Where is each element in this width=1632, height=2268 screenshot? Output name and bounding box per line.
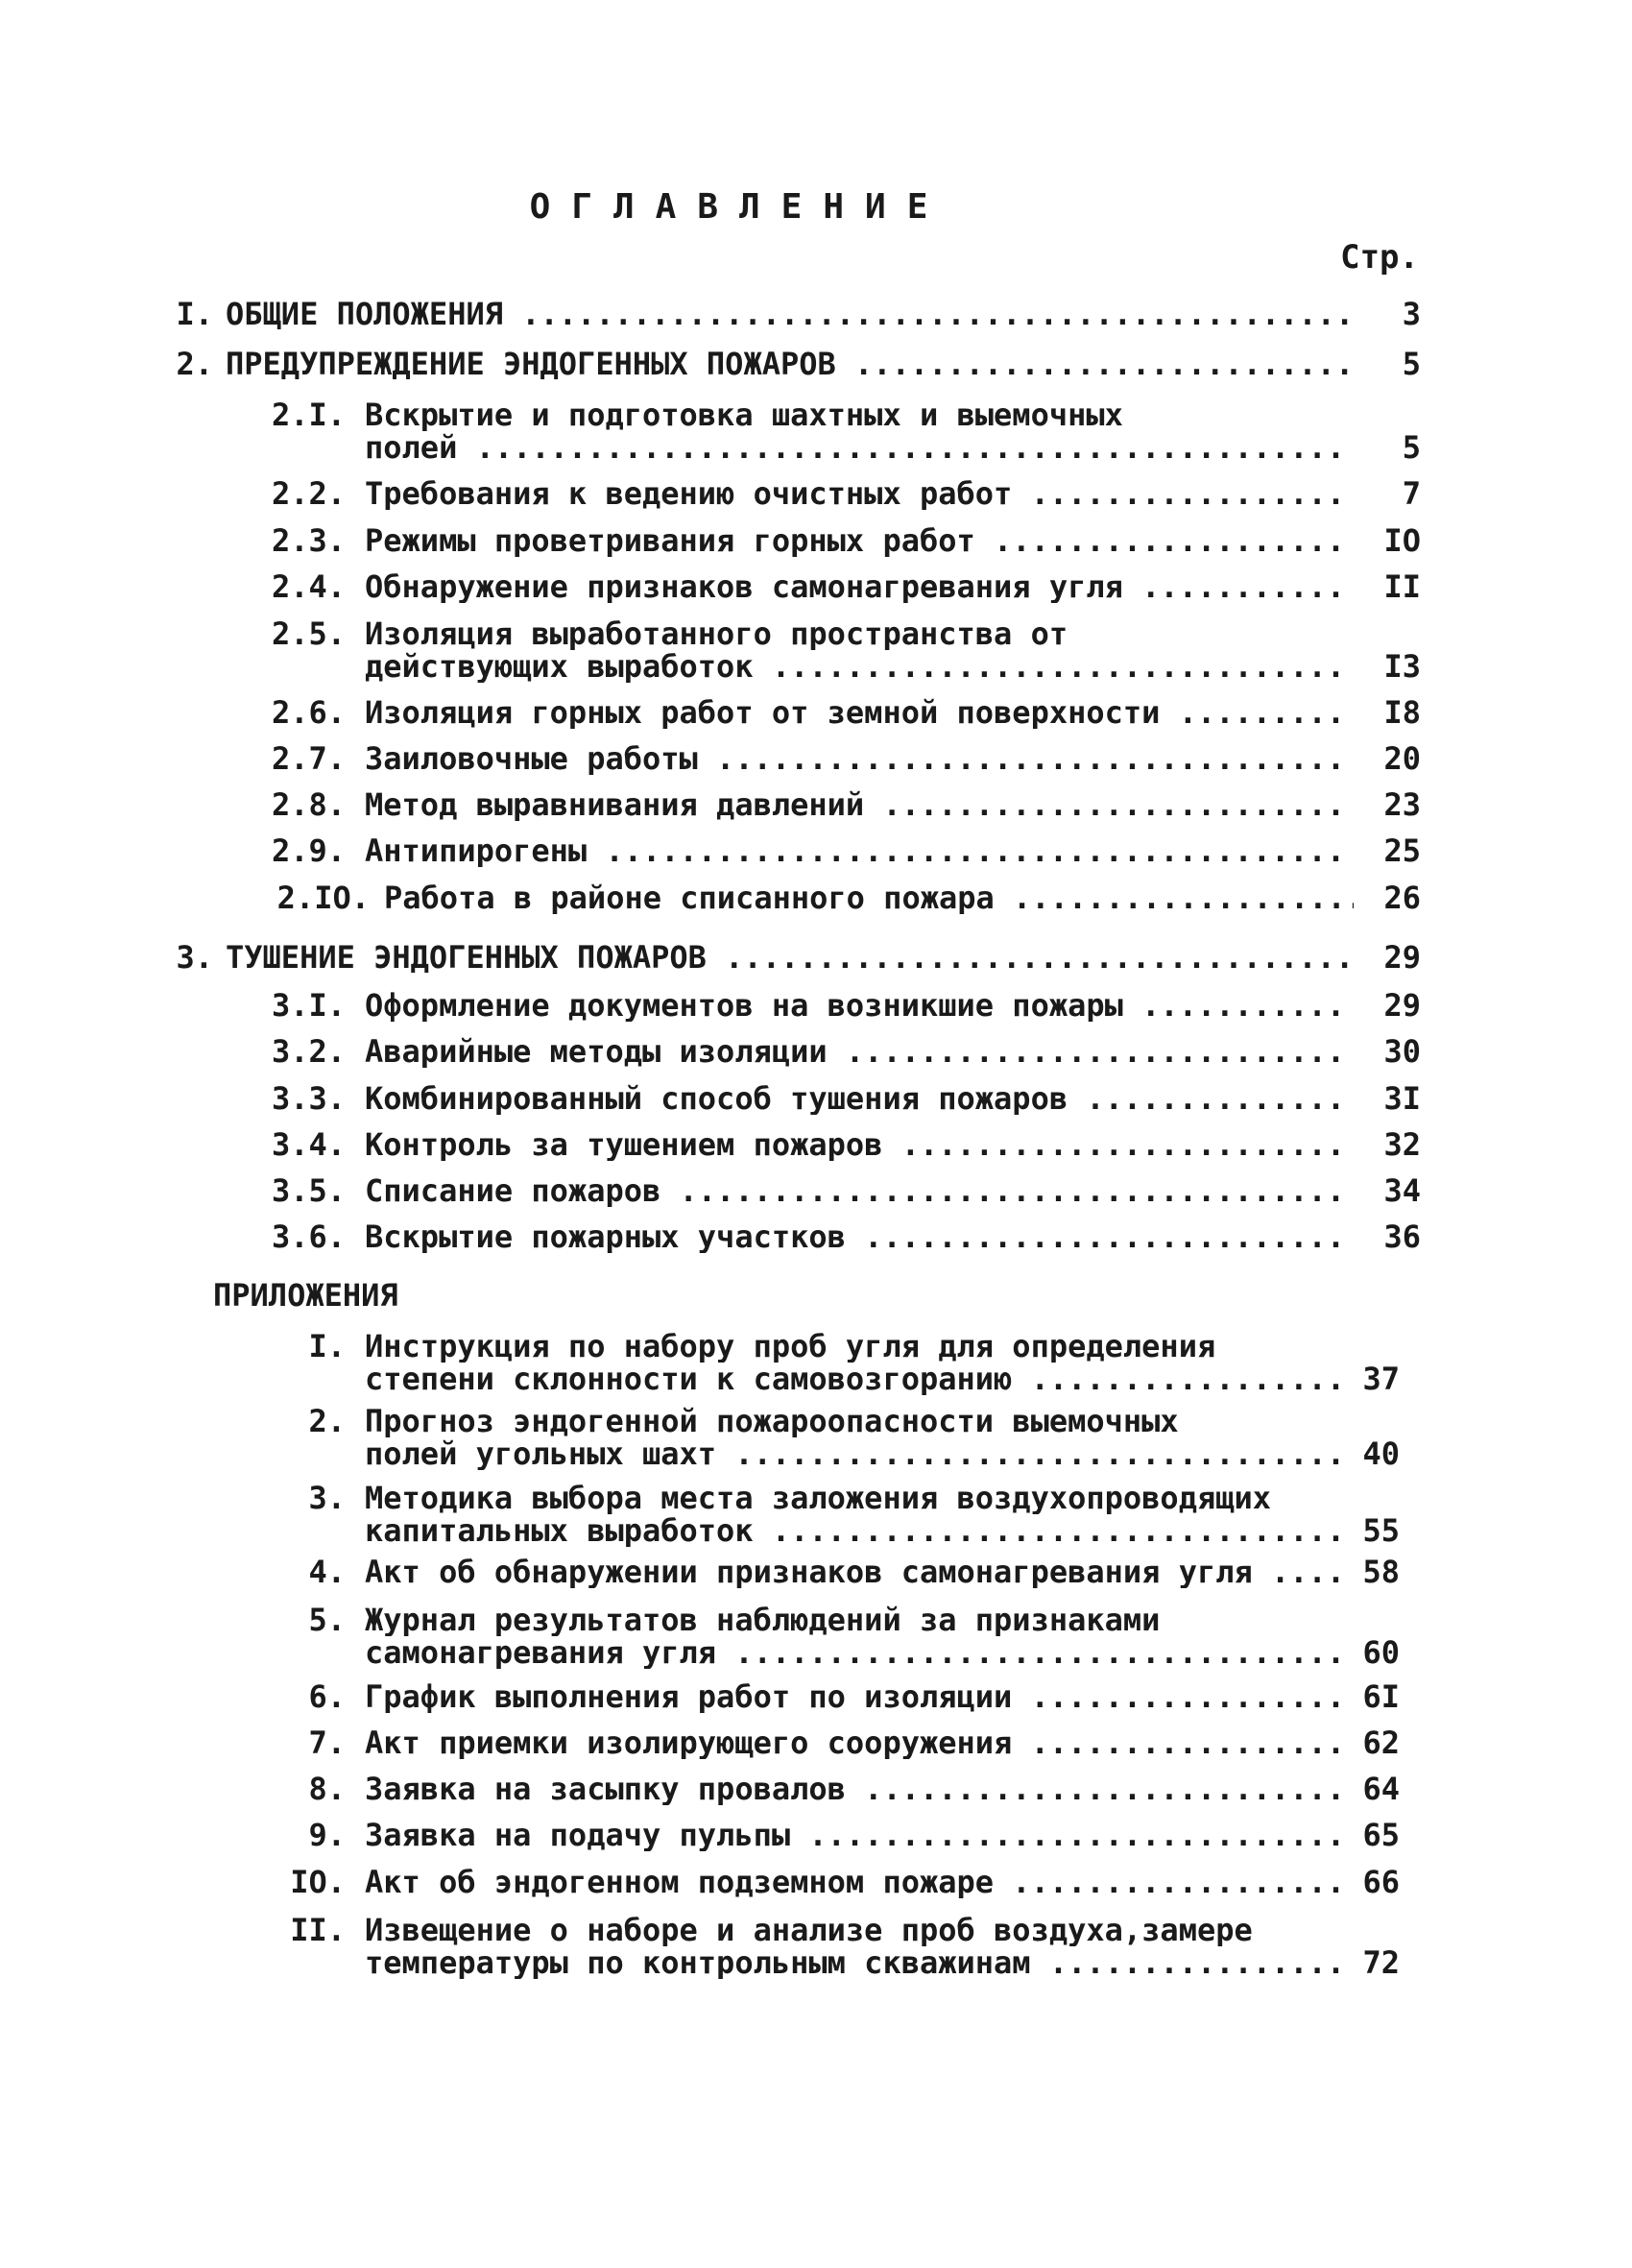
toc-entry-title-line: Обнаружение признаков самонагревания угля ..... xyxy=(365,570,1349,603)
toc-entry-number: 3.3. xyxy=(271,1080,346,1117)
toc-entry-number: 2.4. xyxy=(271,568,346,605)
appendix-entry-number: 9. xyxy=(308,1817,346,1853)
toc-entry-title-line: Оформление документов на возникшие пожары ..... xyxy=(365,989,1349,1022)
appendix-entry-number: 4. xyxy=(308,1554,346,1590)
appendix-entry-number: 5. xyxy=(308,1602,346,1638)
toc-entry xyxy=(0,617,1632,683)
appendix-entry-title-line: Акт приемки изолирующего сооружения ..... xyxy=(365,1726,1344,1759)
appendix-entry-title-line: температуры по контрольным скважинам ..... xyxy=(365,1946,1344,1979)
appendix-entry-number: 3. xyxy=(308,1480,346,1516)
toc-entry-title-line: Вскрытие и подготовка шахтных и выемочных xyxy=(365,398,1123,431)
appendix-entry xyxy=(0,1482,1632,1547)
toc-entry-title-line: Режимы проветривания горных работ ..... xyxy=(365,524,1349,557)
appendix-entry-title-line: Методика выбора места заложения воздухопроводящих xyxy=(365,1482,1272,1514)
toc-entry-number: 2.2. xyxy=(271,475,346,512)
appendix-entry-number: 6. xyxy=(308,1678,346,1715)
appendix-entry-number: 8. xyxy=(308,1771,346,1807)
toc-entry-page: 23 xyxy=(1383,786,1421,823)
toc-entry-page: 7 xyxy=(1402,475,1421,512)
appendix-entry-page: 65 xyxy=(1362,1817,1400,1853)
toc-entry-number: 3.6. xyxy=(271,1218,346,1255)
toc-entry-title-line: Комбинированный способ тушения пожаров ..... xyxy=(365,1082,1349,1115)
toc-entry xyxy=(0,989,1632,1022)
appendix-entry-page: 37 xyxy=(1362,1361,1400,1397)
toc-entry xyxy=(0,348,1632,380)
appendix-entry-page: 6I xyxy=(1362,1678,1400,1715)
appendix-entry xyxy=(0,1556,1632,1588)
appendix-entry-page: 62 xyxy=(1362,1725,1400,1761)
toc-entry xyxy=(0,1128,1632,1161)
appendix-entry xyxy=(0,1866,1632,1898)
toc-entry xyxy=(0,742,1632,775)
toc-entry-title-line: Требования к ведению очистных работ ..... xyxy=(365,477,1349,510)
toc-entry-number: 2. xyxy=(176,346,213,382)
toc-entry-page: IO xyxy=(1383,522,1421,559)
toc-entry-number: 3.4. xyxy=(271,1126,346,1163)
appendix-entry-title-line: График выполнения работ по изоляции ..... xyxy=(365,1680,1344,1713)
toc-entry-page: 3 xyxy=(1402,296,1421,332)
toc-entry-title-line: Списание пожаров ..... xyxy=(365,1174,1349,1207)
toc-entry xyxy=(0,941,1632,974)
appendix-entry-title-line: Инструкция по набору проб угля для определения xyxy=(365,1330,1216,1363)
appendix-entry-page: 64 xyxy=(1362,1771,1400,1807)
appendix-entry xyxy=(0,1604,1632,1669)
toc-entry-number: 2.IO. xyxy=(276,880,370,916)
toc-entry-page: 5 xyxy=(1402,346,1421,382)
appendix-entry-page: 58 xyxy=(1362,1554,1400,1590)
appendix-entry-page: 60 xyxy=(1362,1634,1400,1671)
toc-entry-page: 25 xyxy=(1383,832,1421,869)
appendix-entry-number: IO. xyxy=(290,1864,346,1900)
toc-entry xyxy=(0,834,1632,867)
appendix-entry xyxy=(0,1726,1632,1759)
toc-entry-number: 2.5. xyxy=(271,615,346,652)
toc-entry-title-line: полей ..... xyxy=(365,431,1349,464)
toc-entry-page: I8 xyxy=(1383,694,1421,731)
toc-entry-number: 2.3. xyxy=(271,522,346,559)
toc-entry-page: 20 xyxy=(1383,740,1421,777)
appendix-entry-title-line: Журнал результатов наблюдений за признаками xyxy=(365,1604,1161,1636)
appendix-entry-title-line: Извещение о наборе и анализе проб воздуха,замере xyxy=(365,1914,1253,1946)
toc-entry-title-line: действующих выработок ..... xyxy=(365,650,1349,683)
appendix-entry-title-line: самонагревания угля ..... xyxy=(365,1636,1344,1669)
appendix-entry xyxy=(0,1914,1632,1979)
toc-entry-title-line: ОБЩИЕ ПОЛОЖЕНИЯ ..... xyxy=(226,298,1349,330)
appendix-entry-title-line: полей угольных шахт ..... xyxy=(365,1437,1344,1470)
toc-entry xyxy=(0,1174,1632,1207)
toc-entry-page: 29 xyxy=(1383,987,1421,1024)
toc-title: ОГЛАВЛЕНИЕ xyxy=(529,187,949,227)
toc-entry xyxy=(0,570,1632,603)
toc-entry-number: 2.8. xyxy=(271,786,346,823)
toc-entry-page: I3 xyxy=(1383,648,1421,685)
appendix-entry xyxy=(0,1819,1632,1851)
appendix-entry xyxy=(0,1680,1632,1713)
toc-entry xyxy=(0,788,1632,821)
appendix-entry xyxy=(0,1405,1632,1470)
toc-entry-title-line: Метод выравнивания давлений ..... xyxy=(365,788,1349,821)
toc-entry-number: 3.2. xyxy=(271,1033,346,1070)
toc-entry-number: 3. xyxy=(176,939,213,976)
toc-entry-title-line: Контроль за тушением пожаров ..... xyxy=(365,1128,1349,1161)
appendix-entry-page: 40 xyxy=(1362,1436,1400,1472)
toc-entry xyxy=(0,1220,1632,1253)
appendix-entry-title-line: степени склонности к самовозгоранию ..... xyxy=(365,1363,1344,1395)
appendix-entry-number: 7. xyxy=(308,1725,346,1761)
appendix-heading: ПРИЛОЖЕНИЯ xyxy=(213,1277,398,1314)
toc-entry-title-line: Заиловочные работы ..... xyxy=(365,742,1349,775)
appendix-entry-page: 55 xyxy=(1362,1512,1400,1549)
toc-entry-page: II xyxy=(1383,568,1421,605)
appendix-entry xyxy=(0,1330,1632,1395)
appendix-entry-title-line: Прогноз эндогенной пожароопасности выемочных xyxy=(365,1405,1179,1437)
toc-entry-page: 29 xyxy=(1383,939,1421,976)
toc-entry-number: 2.9. xyxy=(271,832,346,869)
toc-entry-number: 2.I. xyxy=(271,397,346,433)
toc-entry-title-line: Антипирогены ..... xyxy=(365,834,1349,867)
toc-entry-page: 3I xyxy=(1383,1080,1421,1117)
toc-entry-page: 30 xyxy=(1383,1033,1421,1070)
appendix-entry-title-line: Заявка на подачу пульпы ..... xyxy=(365,1819,1344,1851)
toc-entry-number: 2.7. xyxy=(271,740,346,777)
toc-entry xyxy=(0,398,1632,464)
toc-entry-number: 3.I. xyxy=(271,987,346,1024)
appendix-entry-title-line: Заявка на засыпку провалов ..... xyxy=(365,1773,1344,1805)
toc-entry xyxy=(0,1035,1632,1068)
toc-entry xyxy=(0,298,1632,330)
appendix-entry-title-line: Акт об обнаружении признаков самонагревания угля ..... xyxy=(365,1556,1344,1588)
toc-entry-title-line: ТУШЕНИЕ ЭНДОГЕННЫХ ПОЖАРОВ ..... xyxy=(226,941,1349,974)
toc-entry-title-line: Изоляция горных работ от земной поверхности ..... xyxy=(365,696,1349,729)
toc-entry xyxy=(0,696,1632,729)
toc-entry-title-line: Работа в районе списанного пожара ..... xyxy=(384,881,1354,914)
appendix-entry-number: 2. xyxy=(308,1403,346,1439)
toc-entry-page: 32 xyxy=(1383,1126,1421,1163)
appendix-entry-number: II. xyxy=(290,1912,346,1948)
appendix-entry-title-line: капитальных выработок ..... xyxy=(365,1514,1344,1547)
appendix-entry-number: I. xyxy=(308,1328,346,1364)
toc-entry xyxy=(0,524,1632,557)
toc-entry-page: 36 xyxy=(1383,1218,1421,1255)
toc-entry-page: 34 xyxy=(1383,1172,1421,1209)
toc-entry-page: 26 xyxy=(1383,880,1421,916)
toc-entry-number: I. xyxy=(176,296,213,332)
toc-entry-page: 5 xyxy=(1402,429,1421,466)
appendix-entry-page: 72 xyxy=(1362,1944,1400,1981)
toc-entry xyxy=(0,1082,1632,1115)
appendix-entry-page: 66 xyxy=(1362,1864,1400,1900)
appendix-entry-title-line: Акт об эндогенном подземном пожаре ..... xyxy=(365,1866,1344,1898)
toc-entry-number: 3.5. xyxy=(271,1172,346,1209)
toc-entry-title-line: Изоляция выработанного пространства от xyxy=(365,617,1068,650)
toc-entry-title-line: Аварийные методы изоляции ..... xyxy=(365,1035,1349,1068)
toc-entry-title-line: Вскрытие пожарных участков ..... xyxy=(365,1220,1349,1253)
appendix-entry xyxy=(0,1773,1632,1805)
page-column-header: Стр. xyxy=(1340,238,1419,277)
toc-entry-title-line: ПРЕДУПРЕЖДЕНИЕ ЭНДОГЕННЫХ ПОЖАРОВ ..... xyxy=(226,348,1349,380)
toc-entry xyxy=(0,477,1632,510)
toc-entry xyxy=(0,881,1632,914)
toc-entry-number: 2.6. xyxy=(271,694,346,731)
